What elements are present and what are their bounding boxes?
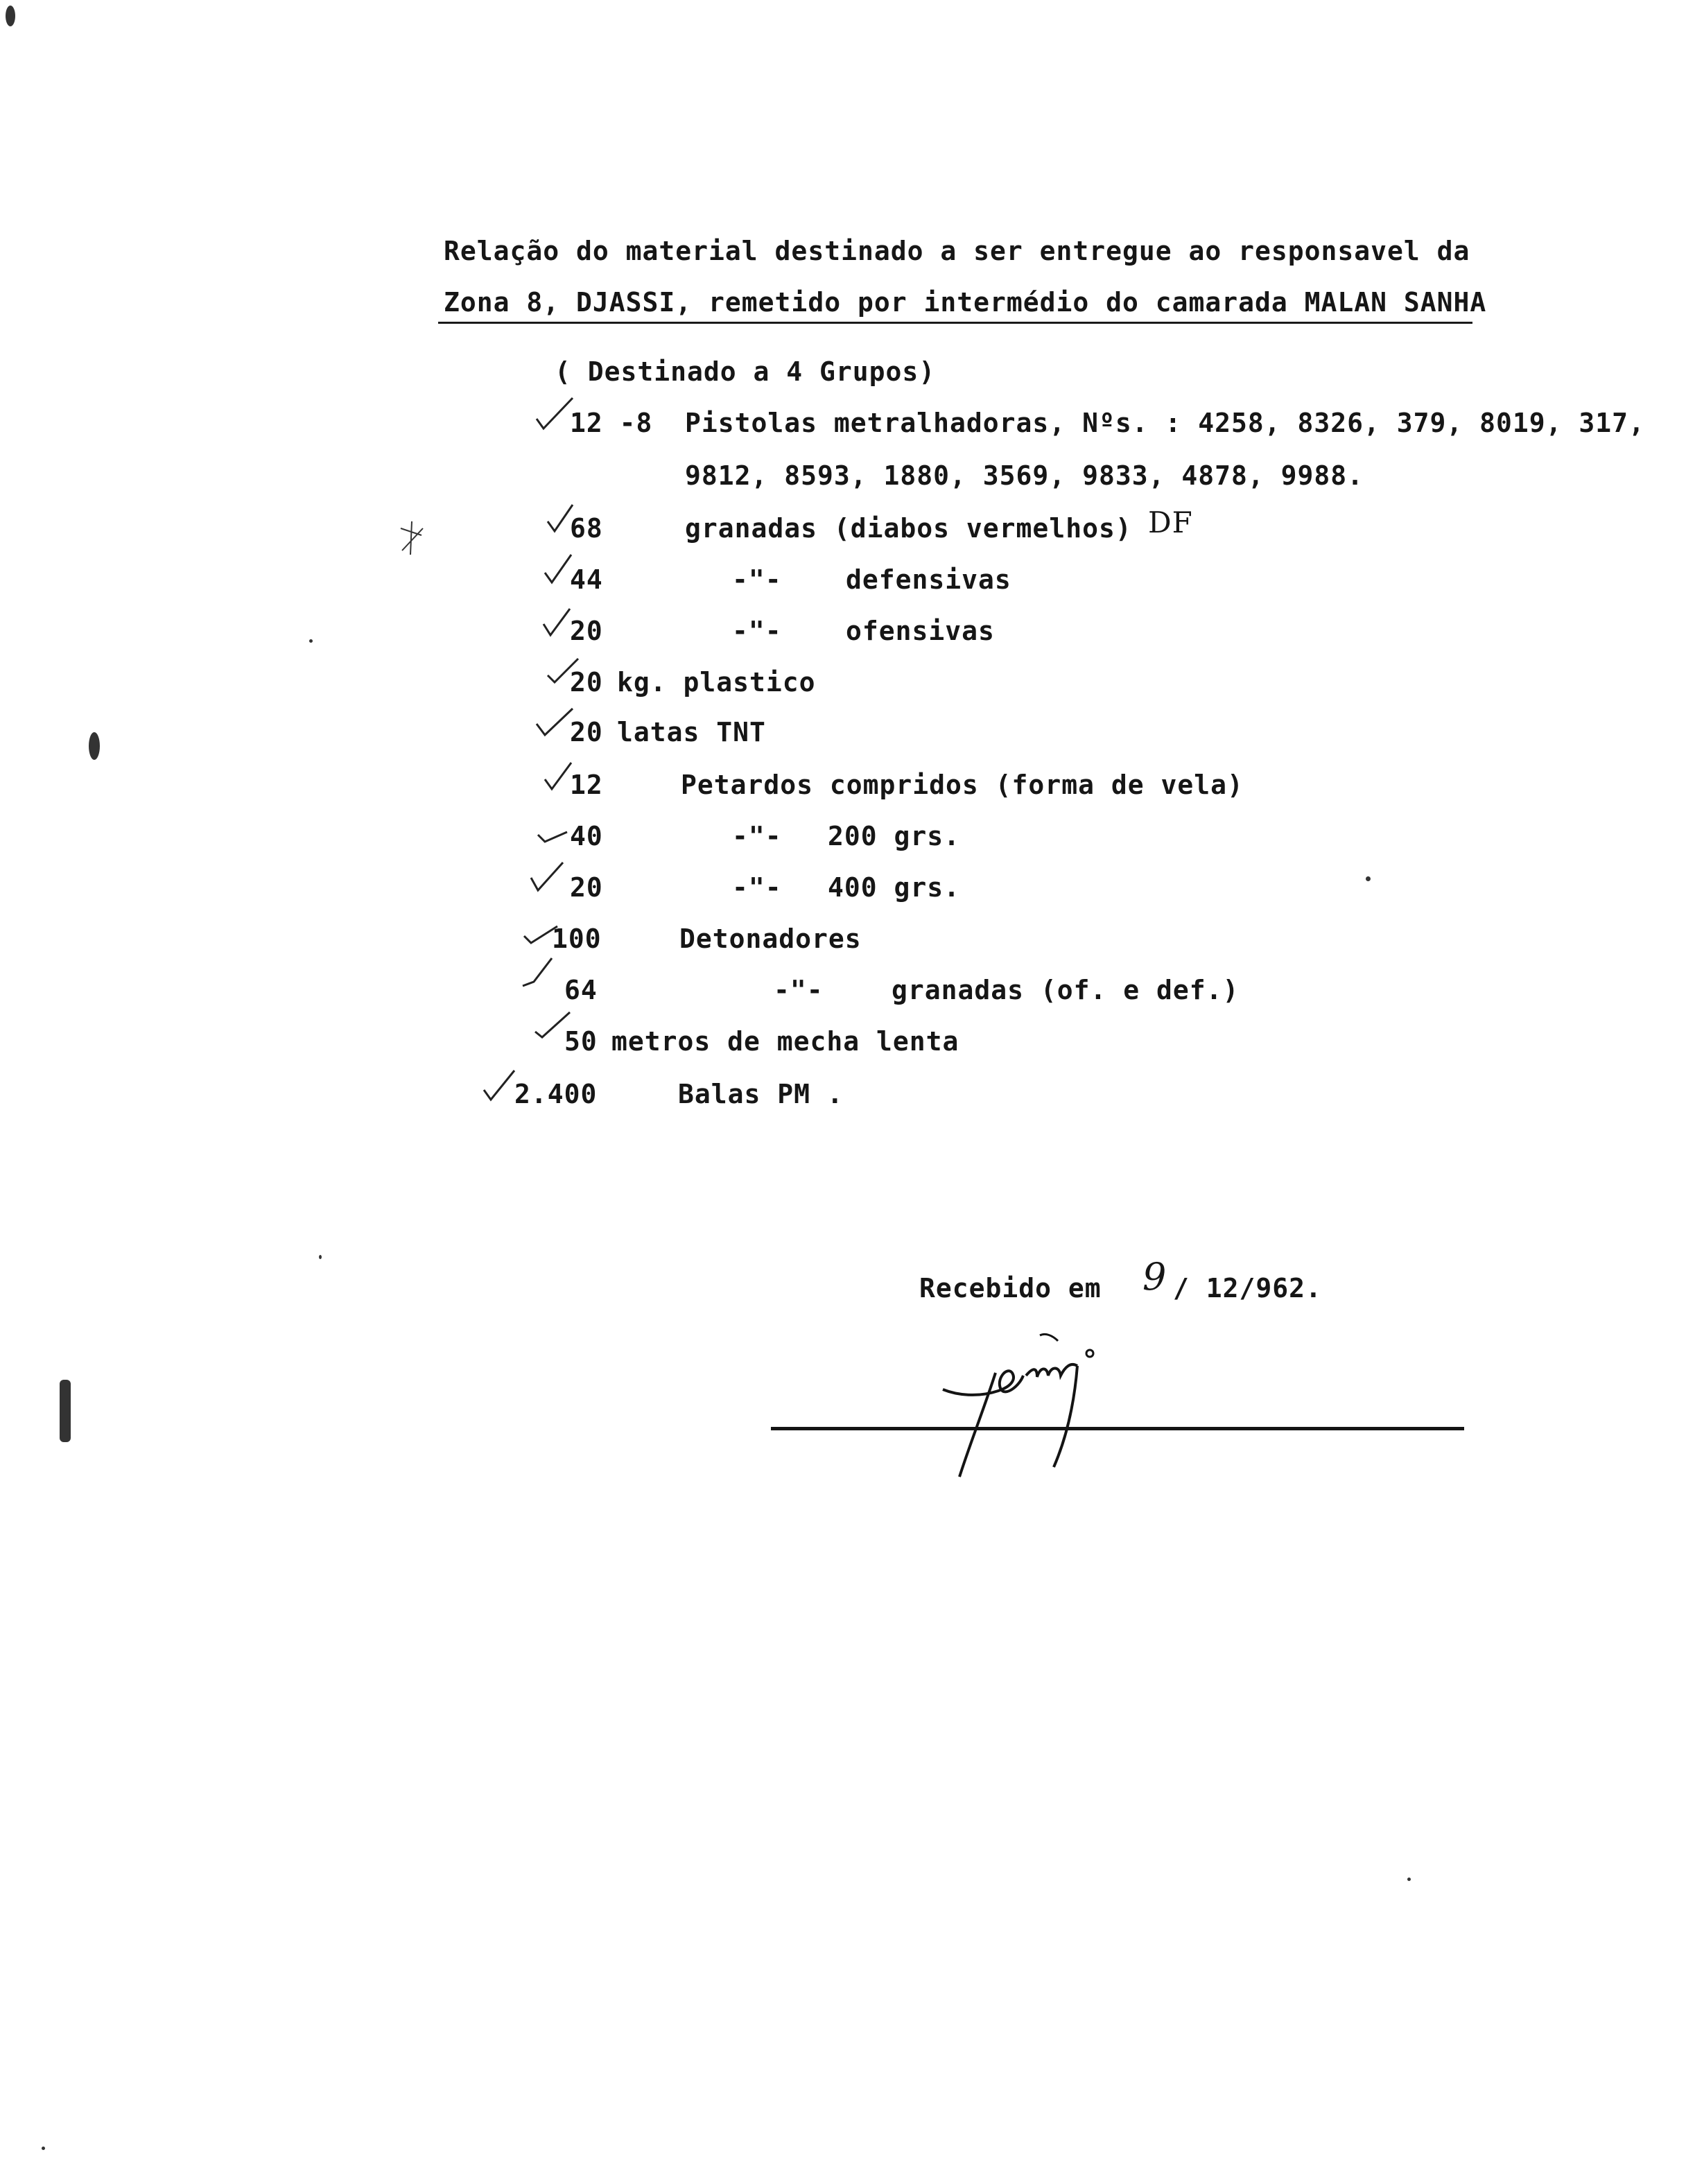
item-qty: 40 [570,821,603,851]
item-qty: 50 [564,1026,598,1057]
item-qty: 20 [570,616,603,646]
signature-icon [929,1331,1137,1491]
item-desc: defensivas [846,564,1011,595]
item-desc: latas TNT [617,717,766,747]
ditto-mark: -"- [732,564,782,595]
item-qty: 20 [570,717,603,747]
check-mark-icon [545,656,586,695]
item-desc-continued: 9812, 8593, 1880, 3569, 9833, 4878, 9988. [685,460,1364,491]
ditto-mark: -"- [732,821,782,851]
check-mark-icon [539,605,581,643]
item-desc: granadas (diabos vermelhos) [685,513,1132,544]
receipt-label: Recebido em [919,1273,1102,1303]
item-desc: 400 grs. [828,872,961,903]
check-mark-icon [534,704,575,743]
header-line-2: Zona 8, DJASSI, remetido por intermédio do camarada MALAN SANHA [444,287,1487,318]
item-desc: Pistolas metralhadoras, Nºs. : 4258, 8326, 379, 8019, 317, [685,408,1645,438]
handwritten-note: DF [1148,505,1193,539]
check-mark-icon [541,759,582,797]
scan-speck [6,6,15,26]
item-qty: 12 -8 [570,408,653,438]
ditto-mark: -"- [774,975,824,1005]
header-underline [438,322,1472,324]
item-qty: 64 [564,975,598,1005]
check-mark-icon [517,955,559,994]
scan-speck [1366,876,1371,881]
check-mark-icon [519,917,560,955]
item-qty: 100 [552,924,602,954]
item-qty: 68 [570,513,603,544]
item-desc: Balas PM . [678,1079,844,1109]
item-desc: kg. plastico [617,667,816,697]
scan-speck [89,732,100,760]
ditto-mark: -"- [732,872,782,903]
scan-speck [319,1255,322,1259]
check-mark-icon [528,860,570,899]
item-qty: 2.400 [514,1079,598,1109]
item-desc: Petardos compridos (forma de vela) [681,770,1244,800]
receipt-day: 9 [1142,1255,1167,1299]
check-mark-icon [531,1007,573,1046]
check-mark-icon [545,501,586,539]
item-desc: granadas (of. e def.) [892,975,1240,1005]
header-line-1: Relação do material destinado a ser entregue ao responsavel da [444,236,1470,266]
scan-speck [309,639,313,643]
check-mark-icon [534,395,575,434]
item-desc: ofensivas [846,616,995,646]
item-desc: 200 grs. [828,821,961,851]
check-mark-icon [541,552,582,591]
signature-line [771,1427,1464,1430]
item-qty: 20 [570,872,603,903]
item-qty: 44 [570,564,603,595]
subtitle: ( Destinado a 4 Grupos) [555,356,936,387]
check-mark-icon [481,1065,523,1104]
scan-speck [42,2147,45,2150]
item-desc: Detonadores [679,924,862,954]
item-qty: 12 [570,770,603,800]
receipt-date: / 12/962. [1173,1273,1322,1303]
item-desc: metros de mecha lenta [611,1026,959,1057]
check-mark-icon [534,815,575,854]
ditto-mark: -"- [732,616,782,646]
item-qty: 20 [570,667,603,697]
margin-mark-icon [395,519,430,560]
scan-speck [1407,1878,1411,1881]
scan-speck [60,1380,71,1442]
